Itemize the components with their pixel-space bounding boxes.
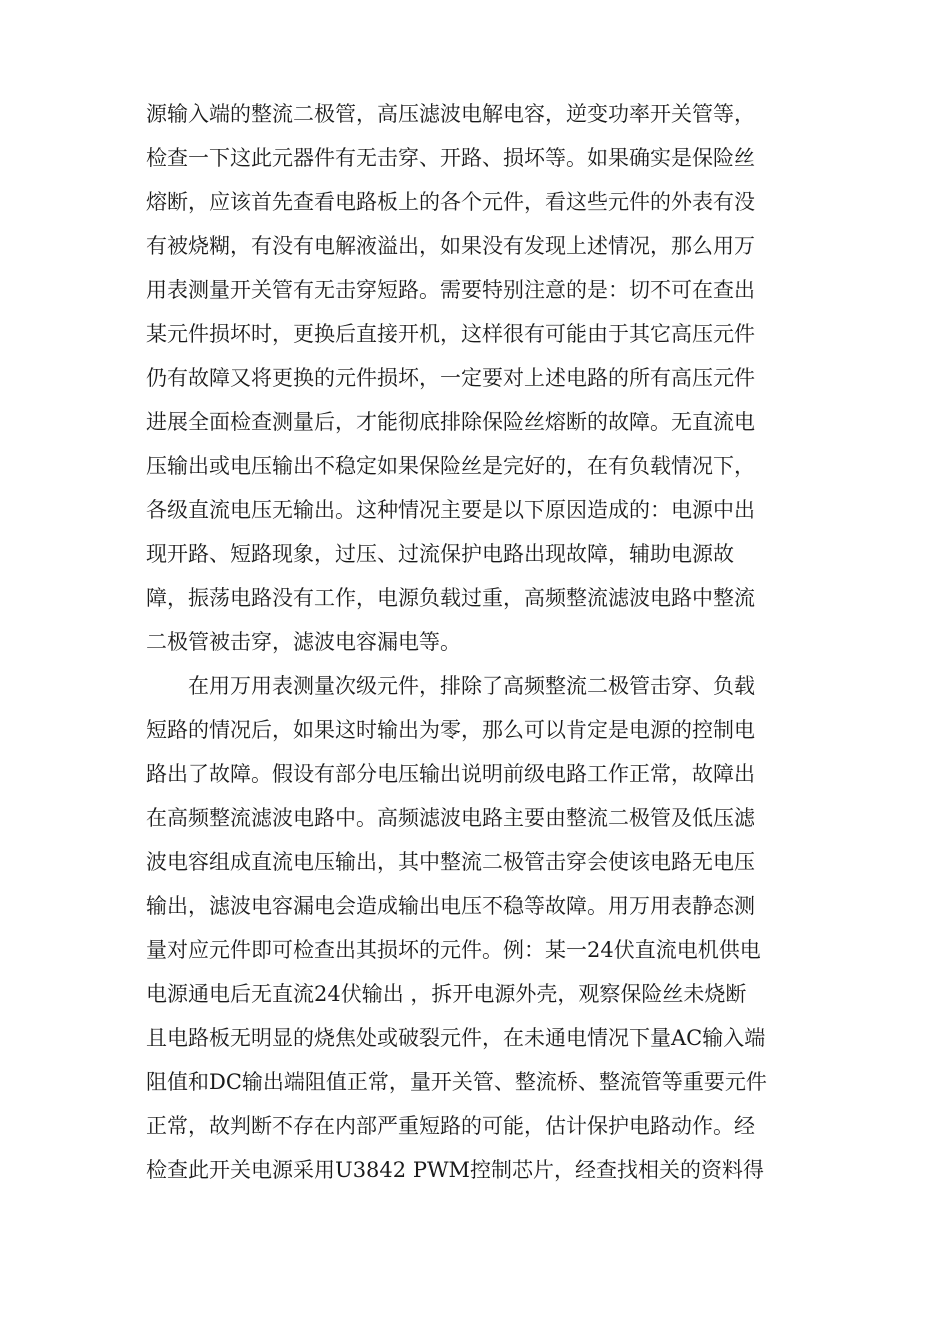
text-line: 仍有故障又将更换的元件损坏，一定要对上述电路的所有高压元件 xyxy=(146,366,755,390)
text-line: 在高频整流滤波电路中。高频滤波电路主要由整流二极管及低压滤 xyxy=(146,806,755,830)
paragraph-1 xyxy=(146,92,806,664)
text-line: 障，振荡电路没有工作，电源负载过重，高频整流滤波电路中整流 xyxy=(146,586,755,610)
text-line: 检查此开关电源采用U3842 PWM控制芯片，经查找相关的资料得 xyxy=(146,1158,765,1182)
text-line: 二极管被击穿，滤波电容漏电等。 xyxy=(146,630,461,654)
text-line: 在用万用表测量次级元件，排除了高频整流二极管击穿、负载 xyxy=(188,674,755,698)
text-line: 阻值和DC输出端阻值正常，量开关管、整流桥、整流管等重要元件 xyxy=(146,1070,767,1094)
text-line: 有被烧糊，有没有电解液溢出，如果没有发现上述情况，那么用万 xyxy=(146,234,755,258)
text-line: 进展全面检查测量后，才能彻底排除保险丝熔断的故障。无直流电 xyxy=(146,410,755,434)
text-line: 波电容组成直流电压输出，其中整流二极管击穿会使该电路无电压 xyxy=(146,850,755,874)
text-line: 正常，故判断不存在内部严重短路的可能，估计保护电路动作。经 xyxy=(146,1114,755,1138)
text-line: 输出，滤波电容漏电会造成输出电压不稳等故障。用万用表静态测 xyxy=(146,894,755,918)
text-line: 用表测量开关管有无击穿短路。需要特别注意的是：切不可在查出 xyxy=(146,278,755,302)
text-line: 压输出或电压输出不稳定如果保险丝是完好的，在有负载情况下， xyxy=(146,454,755,478)
text-line: 熔断，应该首先查看电路板上的各个元件，看这些元件的外表有没 xyxy=(146,190,755,214)
text-line: 源输入端的整流二极管，高压滤波电解电容，逆变功率开关管等， xyxy=(146,102,755,126)
text-line: 短路的情况后，如果这时输出为零，那么可以肯定是电源的控制电 xyxy=(146,718,755,742)
text-line: 量对应元件即可检查出其损坏的元件。例：某一24伏直流电机供电 xyxy=(146,938,761,962)
text-line: 各级直流电压无输出。这种情况主要是以下原因造成的：电源中出 xyxy=(146,498,755,522)
text-line: 路出了故障。假设有部分电压输出说明前级电路工作正常，故障出 xyxy=(146,762,755,786)
text-line: 某元件损坏时，更换后直接开机，这样很有可能由于其它高压元件 xyxy=(146,322,755,346)
body-text xyxy=(146,92,806,1192)
text-line: 现开路、短路现象，过压、过流保护电路出现故障，辅助电源故 xyxy=(146,542,734,566)
paragraph-2 xyxy=(146,664,806,1192)
text-line: 且电路板无明显的烧焦处或破裂元件，在未通电情况下量AC输入端 xyxy=(146,1026,766,1050)
text-line: 电源通电后无直流24伏输出 ，拆开电源外壳，观察保险丝未烧断 xyxy=(146,982,747,1006)
text-line: 检查一下这此元器件有无击穿、开路、损坏等。如果确实是保险丝 xyxy=(146,146,755,170)
